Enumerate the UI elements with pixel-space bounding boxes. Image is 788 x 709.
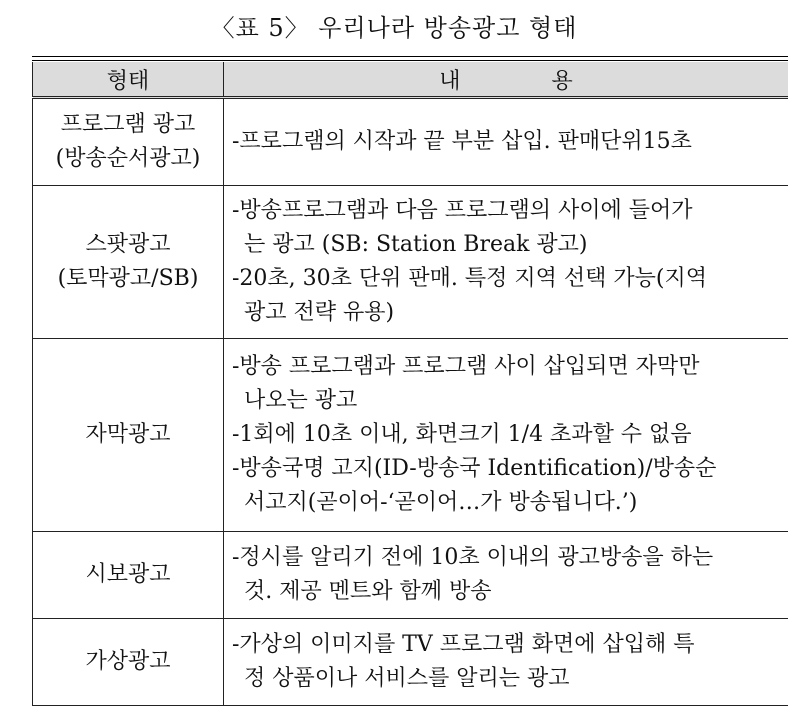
type-cell [33, 532, 224, 619]
desc-cell [224, 532, 788, 619]
table-row [33, 532, 788, 619]
desc-line: -방송 프로그램과 프로그램 사이 삽입되면 자막만 [232, 354, 700, 379]
header-row [33, 62, 788, 98]
desc-line: 것. 제공 멘트와 함께 방송 [244, 579, 492, 604]
desc-line: -가상의 이미지를 TV 프로그램 화면에 삽입해 특 [232, 632, 695, 657]
table-row [33, 186, 788, 339]
desc-line: -프로그램의 시작과 끝 부분 삽입. 판매단위15초 [232, 129, 692, 154]
table-row [33, 619, 788, 706]
header-type: 형태 [33, 62, 224, 98]
desc-line: 나오는 광고 [244, 388, 358, 413]
desc-line: 정 상품이나 서비스를 알리는 광고 [244, 666, 570, 691]
broadcast-ad-types-table [32, 62, 788, 706]
header-content: 내 용 [224, 62, 788, 98]
table-row [33, 339, 788, 532]
desc-line: -20초, 30초 단위 판매. 특정 지역 선택 가능(지역 [232, 266, 707, 291]
type-line: 가상광고 [85, 649, 171, 674]
type-cell [33, 339, 224, 532]
table-caption: 〈표 5〉 우리나라 방송광고 형태 [210, 14, 578, 42]
desc-cell [224, 186, 788, 339]
type-line: (방송순서광고) [55, 146, 201, 171]
type-line: 시보광고 [85, 562, 171, 587]
type-line: 자막광고 [85, 422, 171, 447]
desc-line: -1회에 10초 이내, 화면크기 1/4 초과할 수 없음 [232, 422, 692, 447]
desc-line: 서고지(곧이어-‘곧이어…가 방송됩니다.’) [244, 490, 638, 515]
desc-line: 는 광고 (SB: Station Break 광고) [244, 232, 588, 257]
type-cell [33, 186, 224, 339]
desc-cell [224, 619, 788, 706]
desc-cell [224, 98, 788, 186]
desc-line: -방송프로그램과 다음 프로그램의 사이에 들어가 [232, 198, 693, 223]
type-cell [33, 619, 224, 706]
table-row [33, 98, 788, 186]
desc-line: -방송국명 고지(ID-방송국 Identification)/방송순 [232, 456, 717, 481]
type-line: 프로그램 광고 [60, 112, 196, 137]
type-line: 스팟광고 [85, 232, 171, 257]
desc-line: 광고 전략 유용) [244, 300, 395, 325]
desc-line: -정시를 알리기 전에 10초 이내의 광고방송을 하는 [232, 545, 714, 570]
type-cell [33, 98, 224, 186]
top-rule [32, 56, 788, 61]
desc-cell [224, 339, 788, 532]
type-line: (토막광고/SB) [57, 266, 199, 291]
